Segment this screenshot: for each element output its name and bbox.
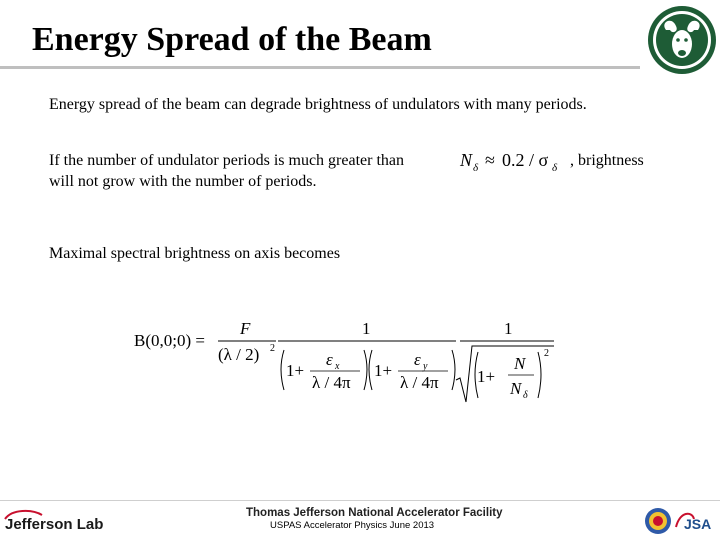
eq-frac2-t2-num: ε [414,350,421,369]
footer-logos [640,505,720,537]
jsa-logo [676,514,711,532]
eq-frac2-t1-num-sub: x [335,361,340,372]
facility-name: Thomas Jefferson National Accelerator Facility [246,507,503,519]
jefferson-lab-logo [2,507,132,533]
csu-ram-logo [646,4,718,76]
paragraph-periods-line2: will not grow with the number of periods. [49,173,317,190]
jlab-wordmark: Jefferson Lab [5,516,104,533]
slide-title: Energy Spread of the Beam [32,21,432,58]
eq-brightness-lhs: B(0,0;0) = [134,331,205,350]
paragraph-periods-line1: If the number of undulator periods is much greater than [49,152,404,169]
eq-frac2-t1-one: 1+ [286,361,305,380]
title-divider [0,66,640,69]
paragraph-periods-brightness: , brightness [570,152,644,169]
eq-frac3-one: 1+ [477,367,496,386]
eq-lhs-sub: δ [473,162,479,174]
eq-frac3-exp: 2 [544,348,549,359]
brightness-equation [134,310,564,410]
eq-frac1-den-exp: 2 [270,343,275,354]
eq-frac2-t1-den: λ / 4π [312,373,351,392]
course-footer: USPAS Accelerator Physics June 2013 [270,520,435,531]
eq-rhs-sub: δ [552,162,558,174]
jsa-wordmark: JSA [684,516,712,532]
eq-frac3-num: 1 [504,319,513,338]
eq-frac3-inner-num: N [514,354,526,373]
eq-frac2-t2-den: λ / 4π [400,373,439,392]
doe-seal-icon [645,508,671,534]
eq-rhs: 0.2 / σ [502,150,549,170]
eq-op: ≈ [485,150,495,170]
footer-divider [0,500,720,501]
eq-frac3-inner-den: N [510,379,522,398]
inline-equation-n-delta [458,145,568,175]
paragraph-energy-spread: Energy spread of the beam can degrade brightness of undulators with many periods. [49,96,587,113]
eq-frac2-t1-num: ε [326,350,333,369]
eq-frac3-inner-den-sub: δ [523,390,528,401]
eq-frac2-t2-one: 1+ [374,361,393,380]
eq-frac1-num: F [240,319,251,338]
eq-lhs: N [460,150,473,170]
eq-frac2-t2-num-sub: y [423,361,428,372]
eq-frac1-den: (λ / 2) [218,345,260,364]
paragraph-max-brightness: Maximal spectral brightness on axis becomes [49,245,341,262]
eq-frac2-num: 1 [362,319,371,338]
